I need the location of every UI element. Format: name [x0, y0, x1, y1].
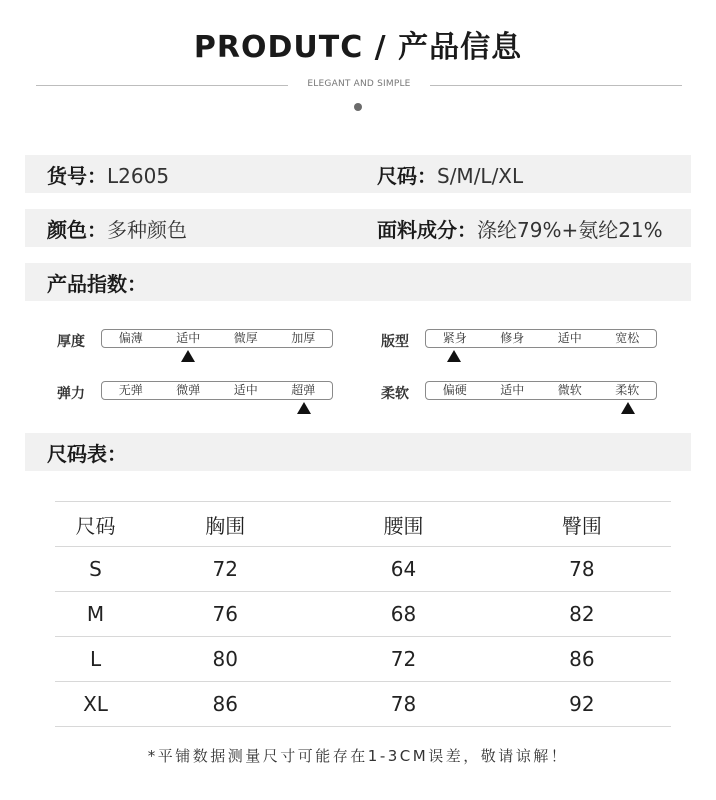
fabric-label: 面料成分：: [377, 217, 477, 242]
size-field: [377, 160, 523, 189]
index-option: 紧身: [442, 331, 467, 345]
header-divider-left: [36, 85, 288, 86]
size-table: [55, 501, 671, 727]
index-option: 适中: [557, 331, 582, 345]
index-option: 微软: [557, 383, 582, 397]
index-scale: [101, 329, 333, 348]
index-option: 宽松: [615, 331, 640, 345]
index-label: 柔软: [381, 386, 409, 402]
table-cell: 72: [136, 547, 314, 592]
column-header: 臀围: [493, 502, 671, 547]
info-band-item-size: [25, 155, 691, 193]
product-index-title: 产品指数：: [47, 271, 147, 296]
column-header: 腰围: [314, 502, 492, 547]
size-chart-title: 尺码表：: [47, 441, 127, 466]
table-cell: 76: [136, 592, 314, 637]
index-option: 柔软: [615, 383, 640, 397]
table-cell: 78: [314, 682, 492, 727]
column-header: 胸围: [136, 502, 314, 547]
column-header: 尺码: [55, 502, 136, 547]
header-divider-right: [430, 85, 682, 86]
index-marker-triangle-icon: [621, 402, 635, 414]
color-label: 颜色：: [47, 217, 107, 242]
index-option: 适中: [176, 331, 201, 345]
table-cell: M: [55, 592, 136, 637]
table-cell: 68: [314, 592, 492, 637]
header-subtitle: ELEGANT AND SIMPLE: [307, 79, 411, 89]
fabric-field: [377, 214, 663, 243]
index-fit: [381, 326, 671, 366]
table-cell: XL: [55, 682, 136, 727]
table-cell: 80: [136, 637, 314, 682]
table-cell: 72: [314, 637, 492, 682]
table-cell: 82: [493, 592, 671, 637]
index-marker-triangle-icon: [181, 350, 195, 362]
index-option: 微弹: [176, 383, 201, 397]
size-value: S/M/L/XL: [437, 163, 524, 188]
fabric-value: 涤纶79%+氨纶21%: [477, 217, 663, 242]
index-option: 偏薄: [118, 331, 143, 345]
info-band-color-fabric: [25, 209, 691, 247]
table-cell: 64: [314, 547, 492, 592]
index-scale: [101, 381, 333, 400]
table-row: [55, 547, 671, 592]
table-cell: S: [55, 547, 136, 592]
index-scale: [425, 329, 657, 348]
index-softness: [381, 378, 671, 418]
table-header-row: [55, 502, 671, 547]
index-label: 厚度: [57, 334, 85, 350]
header-dot-ornament: [354, 103, 362, 111]
index-scale: [425, 381, 657, 400]
table-cell: 92: [493, 682, 671, 727]
index-option: 适中: [500, 383, 525, 397]
index-marker-triangle-icon: [447, 350, 461, 362]
index-option: 超弹: [291, 383, 316, 397]
index-marker-triangle-icon: [297, 402, 311, 414]
index-option: 偏硬: [442, 383, 467, 397]
color-value: 多种颜色: [107, 217, 187, 242]
table-row: [55, 637, 671, 682]
table-cell: 86: [136, 682, 314, 727]
index-option: 修身: [500, 331, 525, 345]
index-option: 适中: [233, 383, 258, 397]
index-label: 弹力: [57, 386, 85, 402]
item-number-label: 货号：: [47, 163, 107, 188]
index-option: 微厚: [233, 331, 258, 345]
index-label: 版型: [381, 334, 409, 350]
item-number-field: [47, 160, 169, 189]
table-row: [55, 682, 671, 727]
page-title: PRODUTC / 产品信息: [193, 30, 523, 65]
table-cell: L: [55, 637, 136, 682]
table-row: [55, 592, 671, 637]
size-chart-band: [25, 433, 691, 471]
size-label: 尺码：: [377, 163, 437, 188]
index-option: 无弹: [118, 383, 143, 397]
index-elasticity: [57, 378, 347, 418]
item-number-value: L2605: [107, 163, 170, 188]
table-cell: 86: [493, 637, 671, 682]
product-index-band: [25, 263, 691, 301]
measurement-disclaimer: *平铺数据测量尺寸可能存在1-3CM误差，敬请谅解！: [147, 747, 569, 765]
index-option: 加厚: [291, 331, 316, 345]
table-cell: 78: [493, 547, 671, 592]
color-field: [47, 214, 187, 243]
index-thickness: [57, 326, 347, 366]
